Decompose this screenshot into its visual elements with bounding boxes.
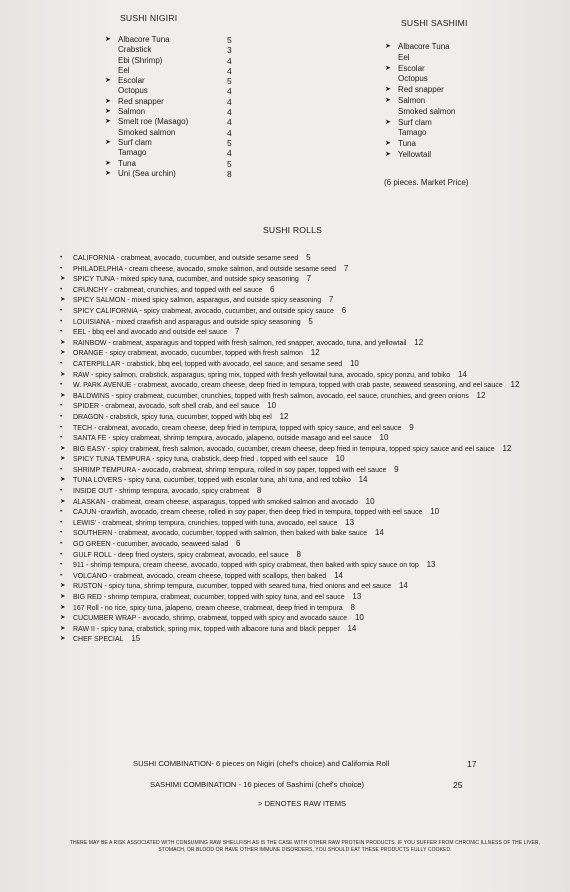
raw-marker-icon: ➤ (60, 497, 66, 505)
raw-marker-icon: ➤ (60, 593, 66, 600)
roll-price: 12 (476, 390, 486, 400)
sashimi-item (385, 85, 525, 96)
bullet-icon: • (60, 571, 63, 579)
item-price: 4 (227, 117, 232, 128)
nigiri-item (105, 107, 245, 117)
roll-item (60, 465, 565, 476)
roll-name: BALDWINS (73, 392, 110, 400)
item-price: 4 (227, 107, 232, 118)
item-price: 4 (227, 148, 232, 159)
nigiri-item (105, 86, 245, 96)
roll-price: 12 (279, 411, 289, 421)
nigiri-item (105, 117, 245, 127)
roll-item (60, 454, 565, 465)
nigiri-item (105, 138, 245, 148)
roll-price: 9 (394, 464, 399, 474)
roll-name: W. PARK AVENUE (73, 382, 132, 390)
roll-item (60, 603, 565, 614)
roll-price: 12 (510, 380, 520, 390)
roll-name: SPIDER (73, 403, 100, 411)
sashimi-title: SUSHI SASHIMI (401, 18, 468, 28)
raw-marker-icon: ➤ (60, 635, 66, 643)
roll-description: - mixed spicy tuna, cucumber, and outside spicy seasoning (116, 276, 299, 284)
bullet-icon: • (60, 487, 63, 495)
rolls-list (60, 253, 565, 645)
item-name: Escolar (398, 63, 425, 73)
raw-marker-icon: ➤ (60, 444, 66, 452)
item-name: Salmon (398, 95, 426, 105)
roll-name: CATERPILLAR (73, 360, 121, 368)
roll-description: - mixed crawfish and asparagus and outside spicy seasoning (111, 318, 301, 326)
roll-name: LOUISIANA (73, 318, 110, 326)
raw-marker-icon: ➤ (385, 64, 391, 72)
item-name: Red snapper (398, 85, 444, 95)
item-name: Crabstick (118, 45, 152, 55)
nigiri-item (105, 159, 245, 169)
raw-marker-icon: ➤ (105, 97, 111, 105)
roll-name: CALIFORNIA (73, 255, 115, 262)
roll-name: 167 Roll (73, 604, 99, 612)
roll-item (60, 423, 565, 434)
roll-name: SPICY TUNA (73, 276, 115, 284)
bullet-icon: • (60, 540, 63, 548)
roll-price: 6 (236, 539, 241, 549)
roll-name: INSIDE OUT (73, 488, 113, 496)
roll-name: EEL (73, 329, 86, 337)
roll-item (60, 550, 565, 561)
roll-price: 6 (341, 305, 347, 315)
roll-item (60, 338, 565, 349)
item-price: 4 (227, 96, 232, 107)
nigiri-list (105, 35, 245, 179)
roll-description: - shrimp tempura, avocado, spicy crabmeat (114, 488, 250, 496)
bullet-icon: • (60, 518, 63, 526)
combo-label: SUSHI COMBINATION- 6 pieces on Nigiri (chef's choice) and California Roll (133, 759, 390, 768)
roll-description: - crabmeat, avocado, cream cheese, deep fried in tempura, topped with spicy sauce, and eel sauce (94, 424, 402, 432)
roll-item (60, 317, 565, 328)
nigiri-item (105, 169, 245, 179)
roll-name: CAJUN (73, 509, 97, 517)
item-price: 4 (227, 86, 232, 97)
sashimi-price-note: (6 pieces. Market Price) (384, 178, 469, 187)
roll-item (60, 433, 565, 444)
roll-price: 7 (343, 263, 349, 273)
roll-item (60, 624, 565, 635)
raw-marker-icon: ➤ (60, 582, 66, 590)
roll-description: - crabmeat, cream cheese, asparagus, topped with smoked salmon and avocado (107, 498, 358, 506)
bullet-icon: • (60, 285, 63, 293)
roll-description: - crabmeat, avocado, cream cheese, deep fried in tempura, topped with crab paste, seaweed seasoning, and eel sauce (133, 382, 503, 390)
roll-item (60, 560, 565, 571)
raw-items-legend: > DENOTES RAW ITEMS (258, 799, 347, 808)
roll-description: - spicy crabmeat, fresh salmon, avocado, cucumber, cream cheese, deep fried in tempura, topped spicy sauce and eel sauce (107, 445, 495, 453)
roll-price: 10 (349, 358, 359, 368)
roll-price: 6 (270, 284, 275, 294)
bullet-icon: • (60, 359, 63, 367)
roll-item (60, 518, 565, 529)
raw-marker-icon: ➤ (105, 77, 111, 85)
nigiri-item (105, 97, 245, 107)
nigiri-title: SUSHI NIGIRI (120, 13, 178, 23)
roll-item (60, 539, 565, 550)
roll-price: 10 (430, 507, 440, 517)
roll-name: VOLCANO (73, 572, 108, 580)
bullet-icon: • (60, 264, 63, 272)
roll-price: 14 (398, 581, 408, 591)
roll-price: 8 (256, 486, 262, 496)
raw-marker-icon: ➤ (105, 169, 111, 177)
roll-price: 7 (328, 295, 334, 305)
roll-name: SPICY TUNA TEMPURA (73, 456, 151, 464)
roll-description: - crabmeat, avocado, cucumber, topped with salmon, then baked with bake sauce (114, 530, 368, 538)
item-name: Smoked salmon (118, 127, 176, 137)
roll-name: TUNA LOVERS (73, 477, 123, 485)
item-name: Surf clam (398, 117, 432, 127)
roll-price: 10 (267, 401, 277, 411)
roll-price: 14 (347, 623, 357, 633)
roll-description: - cream cheese, avocado, smoke salmon, and outside sesame seed (124, 265, 337, 273)
raw-marker-icon: ➤ (60, 455, 66, 463)
roll-item (60, 370, 565, 381)
raw-marker-icon: ➤ (105, 118, 111, 126)
raw-marker-icon: ➤ (105, 108, 111, 116)
roll-price: 10 (354, 613, 364, 623)
raw-marker-icon: ➤ (60, 476, 66, 484)
raw-marker-icon: ➤ (60, 275, 66, 283)
bullet-icon: • (60, 317, 63, 325)
roll-description: - deep fried oysters, spicy crabmeat, avocado, eel sauce (113, 551, 289, 559)
raw-marker-icon: ➤ (385, 43, 391, 50)
bullet-icon: • (60, 434, 63, 442)
roll-item (60, 486, 565, 497)
nigiri-item (105, 45, 245, 55)
raw-marker-icon: ➤ (385, 118, 391, 126)
bullet-icon: • (60, 306, 63, 314)
roll-name: ALASKAN (73, 498, 106, 506)
bullet-icon: • (60, 423, 63, 431)
raw-marker-icon: ➤ (60, 603, 66, 611)
roll-price: 13 (426, 560, 436, 570)
roll-description: - spicy tuna, shrimp tempura, cucumber, topped with seared tuna, fried onions and eel sauce (104, 583, 392, 591)
sashimi-item (385, 118, 525, 129)
roll-description: - crabmeat, shrimp tempura, crunchies, topped with tuna, avocado, eel sauce (98, 519, 338, 527)
roll-name: CRUNCHY (73, 286, 108, 294)
item-price: 4 (227, 127, 232, 138)
item-name: Octopus (398, 74, 428, 84)
nigiri-item (105, 76, 245, 86)
roll-item (60, 295, 565, 306)
roll-item (60, 571, 565, 582)
roll-item (60, 359, 565, 370)
sashimi-item (385, 150, 525, 161)
combo-price: 17 (467, 759, 477, 769)
roll-name: 911 (73, 562, 85, 570)
roll-description: - avocado, shrimp, crabmeat, topped with spicy and avocado sauce (138, 615, 348, 623)
sushi-combination (133, 759, 477, 769)
roll-price: 10 (335, 454, 345, 464)
roll-description: - spicy crabmeat, avocado, cucumber, topped with fresh salmon (105, 350, 303, 358)
item-price: 8 (227, 168, 232, 179)
raw-marker-icon: ➤ (60, 370, 66, 378)
bullet-icon: • (60, 328, 63, 336)
item-name: Red snapper (118, 96, 164, 106)
raw-marker-icon: ➤ (60, 624, 66, 632)
roll-price: 8 (350, 602, 355, 612)
roll-name: GO GREEN (73, 541, 111, 549)
roll-name: RAW II (73, 625, 95, 633)
bullet-icon: • (60, 381, 63, 389)
roll-item (60, 306, 565, 317)
roll-description: - crabstick, spicy tuna, cucumber, topped with bbq eel (105, 413, 272, 421)
item-price: 5 (227, 76, 232, 87)
roll-item (60, 497, 565, 508)
raw-marker-icon: ➤ (385, 86, 391, 94)
item-name: Tamago (398, 128, 427, 138)
roll-name: CHEF SPECIAL (73, 636, 124, 644)
bullet-icon: • (60, 529, 63, 537)
roll-description: - spicy crabmeat, cucumber, crunchies, topped with fresh salmon, avocado, eel sauce, crunchies, and green onions (111, 392, 469, 400)
roll-name: SANTA FE (73, 435, 107, 443)
roll-price: 14 (334, 570, 343, 580)
roll-name: LEWIS' (73, 519, 97, 527)
item-price: 4 (227, 65, 232, 76)
raw-food-disclaimer: THERE MAY BE A RISK ASSOCIATED WITH CONSUMING RAW SHELLFISH AS IS THE CASE WITH OTHER RAW PROTEIN PRODUCTS. IF YOU SUFFER FROM CHRONIC ILLNESS OF THE LIVER, STOMACH, OR BLOOD OR HAVE OTHER IMMUNE DISORDERS, YOU SHOULD EAT THESE PRODUCTS FULLY COOKED. (69, 840, 541, 853)
roll-name: ORANGE (73, 350, 104, 358)
raw-marker-icon: ➤ (60, 296, 66, 304)
combo-label: SASHIMI COMBINATION - 16 pieces of Sashimi (chef's choice) (150, 780, 364, 789)
roll-price: 8 (296, 549, 301, 559)
roll-name: GULF ROLL (73, 551, 112, 559)
roll-name: TECH (73, 424, 93, 432)
roll-description: - crabmeat, avocado, cucumber, and outside sesame seed (116, 255, 299, 262)
raw-marker-icon: ➤ (385, 150, 391, 158)
roll-description: - crabmeat, asparagus and topped with fresh salmon, red snapper, avocado, tuna, and yellowtail (108, 339, 407, 347)
bullet-icon: • (60, 550, 63, 558)
roll-name: CUCUMBER WRAP (73, 615, 137, 623)
item-price: 5 (227, 35, 232, 45)
raw-marker-icon: ➤ (105, 36, 111, 43)
roll-item (60, 391, 565, 402)
raw-marker-icon: ➤ (105, 159, 111, 167)
item-name: Tamago (118, 148, 147, 158)
nigiri-item (105, 56, 245, 66)
roll-name: RUSTON (73, 583, 103, 591)
roll-description: - crabstick, bbq eel, topped with avocado, eel sauce, and sesame seed (122, 360, 343, 368)
roll-price: 5 (308, 316, 313, 326)
roll-item (60, 613, 565, 624)
item-price: 4 (227, 55, 232, 66)
bullet-icon: • (60, 412, 63, 420)
item-name: Ebi (Shrimp) (118, 55, 163, 65)
roll-description: - crabmeat, crunchies, and topped with eel sauce (109, 286, 263, 294)
roll-description: - spicy tuna, cucumber, topped with escolar tuna, ahi tuna, and red tobiko (123, 477, 351, 485)
sashimi-item (385, 53, 525, 64)
roll-description: - spicy crabmeat, shrimp tempura, avocado, jalapeno, outside masago and eel sauce (108, 435, 372, 443)
roll-item (60, 274, 565, 285)
roll-price: 14 (358, 475, 368, 485)
roll-name: RAINBOW (73, 339, 107, 347)
roll-item (60, 264, 565, 275)
sashimi-item (385, 107, 525, 118)
item-name: Uni (Sea urchin) (118, 168, 176, 178)
bullet-icon: • (60, 254, 63, 261)
roll-description: - shrimp tempura, crabmeat, cucumber, topped with spicy tuna, and eel sauce (103, 594, 345, 601)
roll-name: PHILADELPHIA (73, 265, 123, 273)
roll-item (60, 581, 565, 592)
item-name: Albacore Tuna (398, 42, 450, 51)
roll-item (60, 327, 565, 338)
roll-item (60, 348, 565, 359)
roll-item (60, 475, 565, 486)
roll-name: BIG RED (73, 594, 102, 601)
roll-price: 5 (306, 253, 311, 262)
nigiri-item (105, 66, 245, 76)
item-name: Tuna (118, 158, 136, 168)
roll-item (60, 401, 565, 412)
roll-description: - cucumber, avocado, seaweed salad (112, 541, 229, 549)
roll-price: 12 (414, 337, 424, 347)
item-name: Surf clam (118, 137, 152, 147)
item-price: 5 (227, 137, 232, 148)
raw-marker-icon: ➤ (60, 391, 66, 399)
item-name: Eel (118, 65, 130, 75)
roll-name: SPICY CALIFORNIA (73, 307, 138, 315)
raw-marker-icon: ➤ (60, 614, 66, 622)
item-price: 5 (227, 158, 232, 169)
roll-item (60, 444, 565, 455)
roll-item (60, 528, 565, 539)
item-name: Yellowtail (398, 149, 432, 159)
roll-name: SPICY SALMON (73, 297, 126, 305)
roll-name: SOUTHERN (73, 530, 113, 538)
roll-name: SHRIMP TEMPURA (73, 466, 136, 474)
sashimi-list (385, 42, 525, 161)
roll-item (60, 285, 565, 296)
item-name: Albacore Tuna (118, 35, 170, 44)
item-name: Smelt roe (Masago) (118, 117, 189, 127)
roll-description: - spicy tuna, crabstick, deep fried , topped with eel sauce (151, 456, 328, 464)
nigiri-item (105, 128, 245, 138)
roll-price: 13 (345, 517, 355, 527)
roll-description: - crabmeat, avocado, soft shell crab, and eel sauce (101, 403, 260, 411)
roll-price: 14 (457, 369, 467, 379)
roll-price: 13 (352, 592, 362, 601)
item-name: Tuna (398, 139, 416, 149)
roll-description: - bbq eel and avocado and outside eel sauce (87, 329, 228, 337)
roll-description: - crabmeat, avocado, cream cheese, topped with scallops, then baked (109, 572, 327, 580)
item-name: Octopus (118, 86, 148, 96)
roll-price: 7 (235, 327, 240, 337)
item-name: Escolar (118, 76, 145, 86)
item-name: Smoked salmon (398, 106, 456, 116)
roll-price: 10 (379, 433, 389, 443)
roll-description: -crawfish, avocado, cream cheese, rolled in soy paper, then deep fried in tempura, topped with eel sauce (98, 509, 423, 517)
item-name: Eel (398, 52, 410, 62)
roll-price: 12 (310, 348, 320, 358)
roll-description: - spicy salmon, crabstick, asparagus, spring mix, topped with fresh yellowtail tuna, avocado, spicy ponzu, and tobiko (91, 371, 451, 379)
combo-price: 25 (453, 780, 463, 790)
roll-price: 10 (365, 496, 375, 506)
roll-item (60, 412, 565, 423)
raw-marker-icon: ➤ (60, 338, 66, 346)
sashimi-item (385, 74, 525, 85)
roll-price: 14 (374, 528, 384, 538)
bullet-icon: • (60, 561, 63, 569)
item-price: 3 (227, 45, 232, 56)
sashimi-combination (150, 780, 463, 790)
roll-item (60, 592, 565, 603)
item-name: Salmon (118, 107, 146, 117)
roll-description: - spicy crabmeat, avocado, cucumber, and outside spicy sauce (139, 307, 334, 315)
raw-marker-icon: ➤ (385, 140, 391, 148)
nigiri-item (105, 148, 245, 158)
roll-price: 12 (502, 443, 512, 453)
roll-description: - spicy tuna, crabstick, spring mix, topped with albacore tuna and black pepper (96, 625, 340, 633)
roll-description: - shrimp tempura, cream cheese, avocado, topped with spicy crabmeat, then baked with spicy sauce on top (86, 562, 419, 570)
raw-marker-icon: ➤ (60, 349, 66, 357)
roll-price: 15 (131, 634, 141, 644)
bullet-icon: • (60, 402, 63, 410)
bullet-icon: • (60, 465, 63, 473)
bullet-icon: • (60, 508, 63, 516)
rolls-title: SUSHI ROLLS (263, 225, 323, 235)
sashimi-item (385, 139, 525, 150)
sashimi-item (385, 42, 525, 53)
raw-marker-icon: ➤ (385, 96, 391, 104)
roll-item (60, 634, 565, 645)
nigiri-item (105, 35, 245, 45)
roll-name: DRAGON (73, 413, 104, 421)
sashimi-item (385, 128, 525, 139)
roll-description: - mixed spicy salmon, asparagus, and outside spicy seasoning (127, 297, 322, 305)
roll-item (60, 380, 565, 391)
roll-price: 9 (409, 422, 414, 432)
roll-description: - no rice, spicy tuna, jalapeno, cream cheese, crabmeat, deep fried in tempura (100, 604, 343, 612)
roll-price: 7 (306, 274, 312, 284)
roll-name: RAW (73, 371, 90, 379)
sashimi-item (385, 64, 525, 75)
raw-marker-icon: ➤ (105, 138, 111, 146)
sashimi-item (385, 96, 525, 107)
roll-name: BIG EASY (73, 445, 106, 453)
roll-description: - avocado, crabmeat, shrimp tempura, rolled in soy paper, topped with eel sauce (137, 466, 387, 474)
roll-item (60, 253, 565, 264)
roll-item (60, 507, 565, 518)
